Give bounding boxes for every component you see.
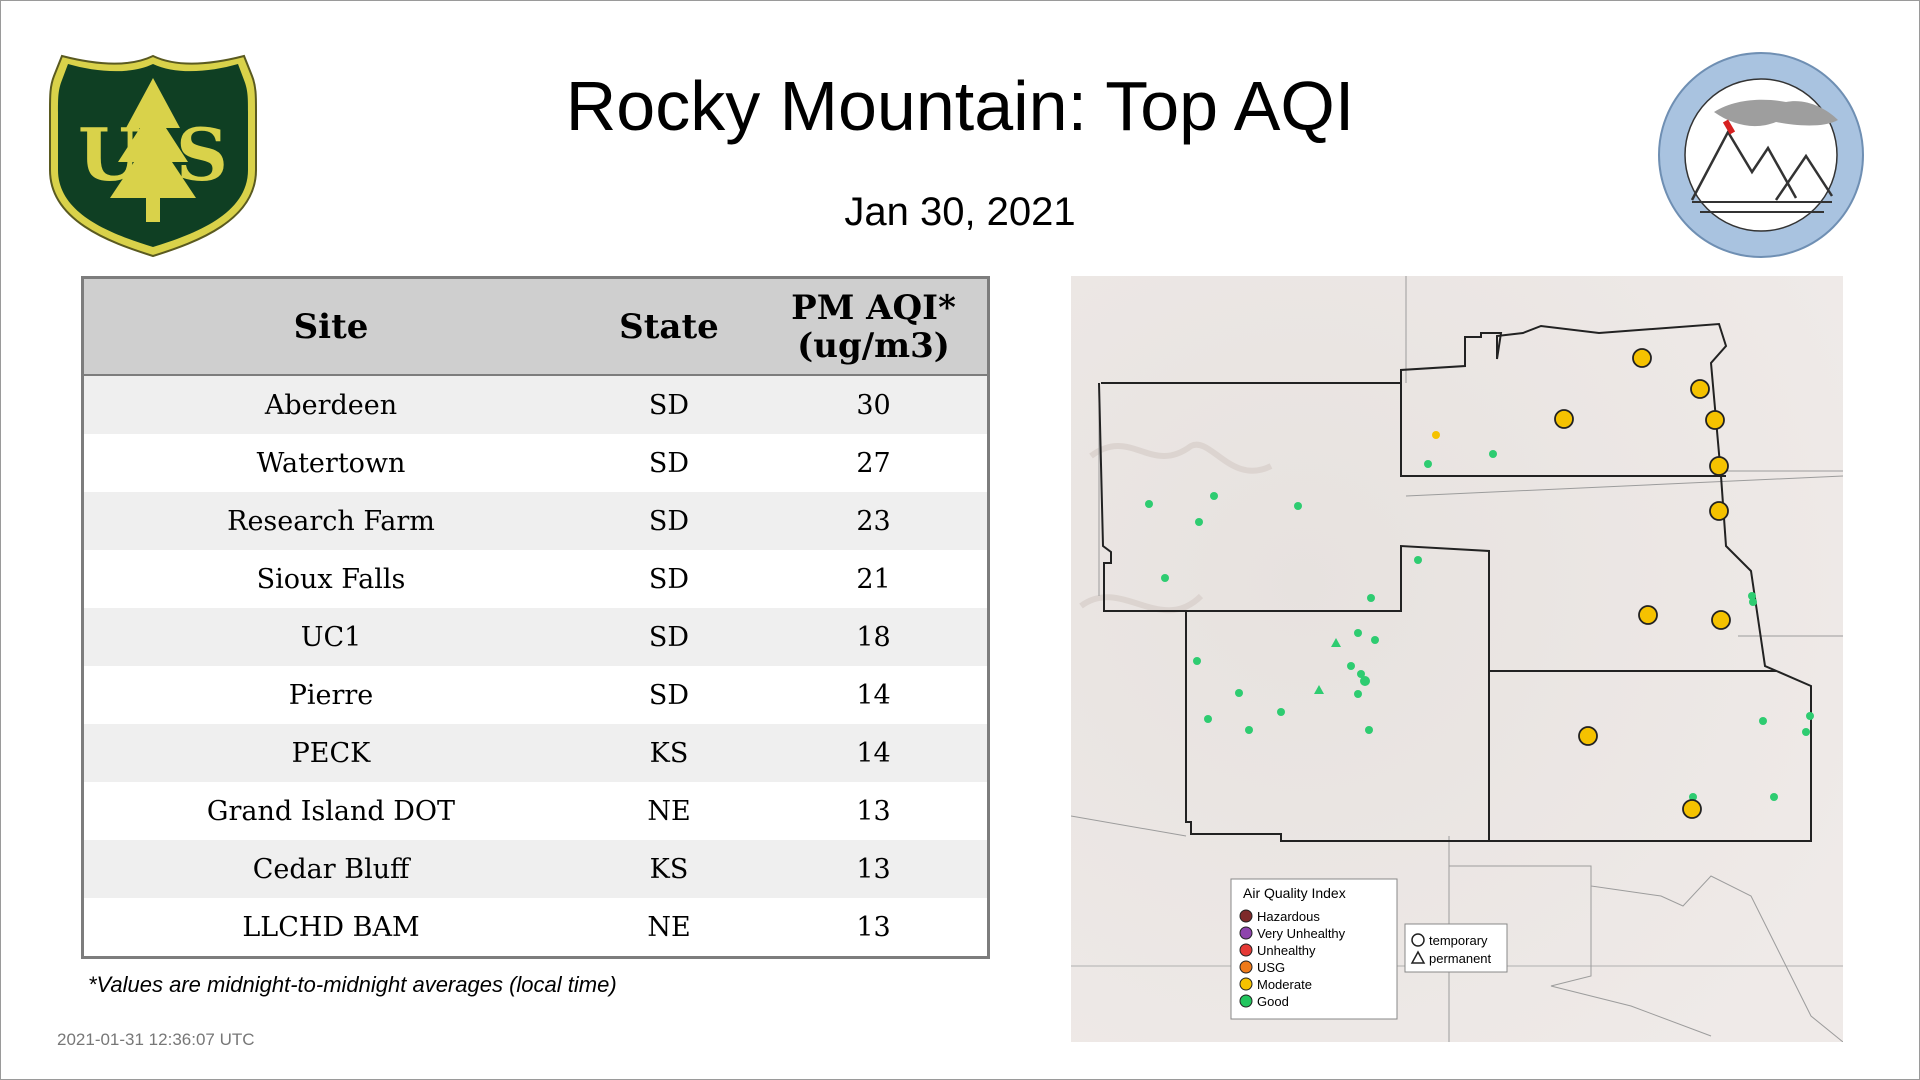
state-cell: SD — [578, 666, 760, 724]
moderate-site-marker[interactable] — [1712, 611, 1730, 629]
good-site-marker[interactable] — [1145, 500, 1153, 508]
good-site-marker[interactable] — [1195, 518, 1203, 526]
good-site-marker[interactable] — [1294, 502, 1302, 510]
table-row — [83, 608, 989, 666]
header-site: Site — [83, 278, 579, 376]
legend-item-unhealthy: Unhealthy — [1257, 943, 1316, 958]
footnote: *Values are midnight-to-midnight averages (local time) — [88, 972, 617, 997]
table-row — [83, 840, 989, 898]
site-cell: Pierre — [83, 666, 579, 724]
state-cell: SD — [578, 375, 760, 434]
site-cell: Grand Island DOT — [83, 782, 579, 840]
moderate-site-marker[interactable] — [1691, 380, 1709, 398]
legend-item-very-unhealthy: Very Unhealthy — [1257, 926, 1346, 941]
site-cell: Aberdeen — [83, 375, 579, 434]
aqi-map — [1071, 276, 1843, 1042]
state-cell: KS — [578, 724, 760, 782]
good-site-marker[interactable] — [1759, 717, 1767, 725]
legend-item-hazardous: Hazardous — [1257, 909, 1320, 924]
aqi-cell: 27 — [760, 434, 989, 492]
good-site-marker[interactable] — [1245, 726, 1253, 734]
aqi-cell: 30 — [760, 375, 989, 434]
legend-temporary: temporary — [1429, 933, 1488, 948]
legend-item-moderate: Moderate — [1257, 977, 1312, 992]
table-row — [83, 724, 989, 782]
table-row — [83, 898, 989, 958]
site-cell: Sioux Falls — [83, 550, 579, 608]
moderate-site-marker[interactable] — [1710, 502, 1728, 520]
shape-legend — [1405, 924, 1507, 972]
state-cell: KS — [578, 840, 760, 898]
moderate-site-marker[interactable] — [1706, 411, 1724, 429]
good-site-marker[interactable] — [1360, 676, 1370, 686]
svg-text:U: U — [78, 112, 141, 197]
good-site-marker[interactable] — [1347, 662, 1355, 670]
moderate-site-marker[interactable] — [1555, 410, 1573, 428]
table-row — [83, 782, 989, 840]
site-cell: Watertown — [83, 434, 579, 492]
good-site-marker[interactable] — [1424, 460, 1432, 468]
svg-text:S: S — [176, 112, 228, 197]
table-header-row — [83, 278, 989, 376]
moderate-site-marker[interactable] — [1633, 349, 1651, 367]
legend-title: Air Quality Index — [1243, 885, 1346, 901]
good-site-marker[interactable] — [1235, 689, 1243, 697]
state-cell: SD — [578, 550, 760, 608]
state-cell: SD — [578, 608, 760, 666]
aqi-cell: 23 — [760, 492, 989, 550]
aqi-cell: 13 — [760, 898, 989, 958]
good-site-marker[interactable] — [1365, 726, 1373, 734]
good-site-marker[interactable] — [1210, 492, 1218, 500]
aqi-cell: 14 — [760, 724, 989, 782]
moderate-site-marker[interactable] — [1432, 431, 1440, 439]
aqi-cell: 14 — [760, 666, 989, 724]
site-cell: UC1 — [83, 608, 579, 666]
top-aqi-table — [81, 276, 990, 959]
good-site-marker[interactable] — [1802, 728, 1810, 736]
good-site-marker[interactable] — [1371, 636, 1379, 644]
aqi-cell: 21 — [760, 550, 989, 608]
good-site-marker[interactable] — [1193, 657, 1201, 665]
page-title: Rocky Mountain: Top AQI — [565, 67, 1355, 145]
good-site-marker[interactable] — [1489, 450, 1497, 458]
good-site-marker[interactable] — [1204, 715, 1212, 723]
generated-timestamp: 2021-01-31 12:36:07 UTC — [57, 1030, 255, 1049]
good-site-marker[interactable] — [1749, 598, 1757, 606]
state-cell: SD — [578, 492, 760, 550]
good-site-marker[interactable] — [1354, 629, 1362, 637]
table-row — [83, 550, 989, 608]
table-row — [83, 375, 989, 434]
aqi-cell: 13 — [760, 840, 989, 898]
aqi-cell: 13 — [760, 782, 989, 840]
aqi-cell: 18 — [760, 608, 989, 666]
table-row — [83, 492, 989, 550]
site-cell: Cedar Bluff — [83, 840, 579, 898]
legend-item-good: Good — [1257, 994, 1289, 1009]
good-site-marker[interactable] — [1354, 690, 1362, 698]
good-site-marker[interactable] — [1367, 594, 1375, 602]
legend-item-usg: USG — [1257, 960, 1286, 975]
table-row — [83, 434, 989, 492]
good-site-marker[interactable] — [1770, 793, 1778, 801]
good-site-marker[interactable] — [1414, 556, 1422, 564]
moderate-site-marker[interactable] — [1639, 606, 1657, 624]
state-cell: SD — [578, 434, 760, 492]
state-cell: NE — [578, 898, 760, 958]
moderate-site-marker[interactable] — [1683, 800, 1701, 818]
good-site-marker[interactable] — [1161, 574, 1169, 582]
table-row — [83, 666, 989, 724]
header-state: State — [578, 278, 760, 376]
moderate-site-marker[interactable] — [1579, 727, 1597, 745]
moderate-site-marker[interactable] — [1710, 457, 1728, 475]
header-aqi-line2: (ug/m3) — [797, 325, 950, 366]
site-cell: LLCHD BAM — [83, 898, 579, 958]
header-aqi — [760, 278, 989, 376]
good-site-marker[interactable] — [1277, 708, 1285, 716]
report-date: Jan 30, 2021 — [844, 190, 1076, 234]
aqi-legend — [1231, 879, 1397, 1019]
state-cell: NE — [578, 782, 760, 840]
header-aqi-line1: PM AQI* — [791, 287, 956, 328]
site-cell: Research Farm — [83, 492, 579, 550]
site-cell: PECK — [83, 724, 579, 782]
legend-permanent: permanent — [1429, 951, 1492, 966]
good-site-marker[interactable] — [1806, 712, 1814, 720]
